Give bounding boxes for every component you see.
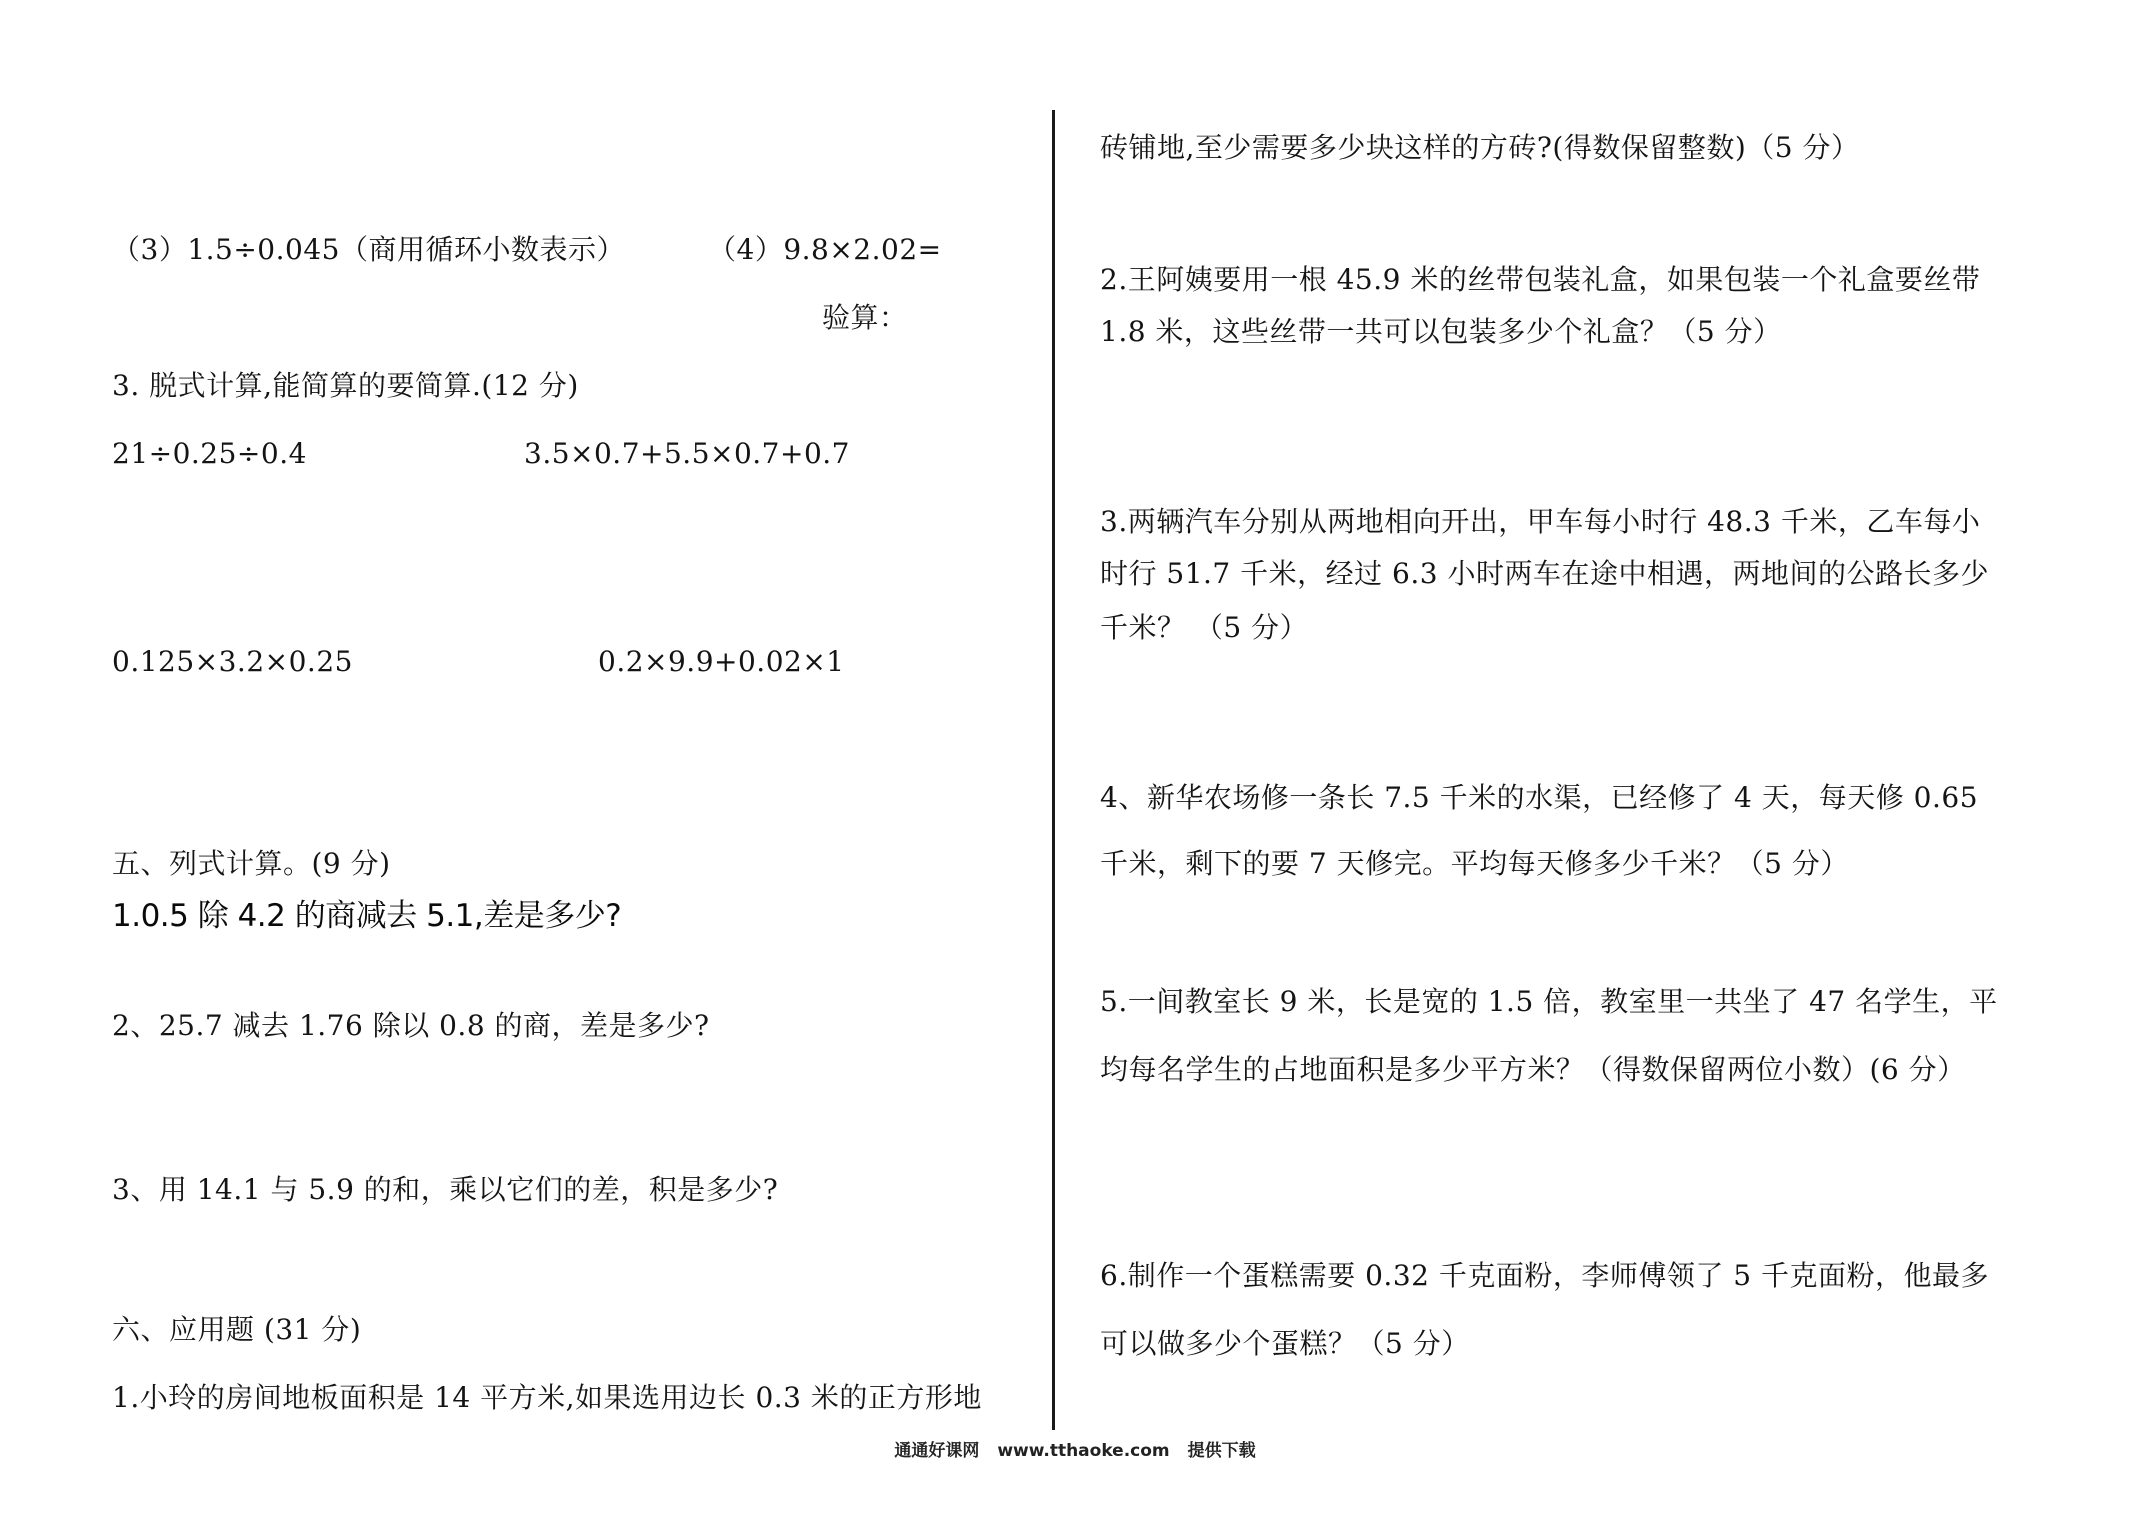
expr-1: 21÷0.25÷0.4 <box>112 437 307 470</box>
section6-question-3-line3: 千米？ （5 分） <box>1100 611 1309 644</box>
expr-3: 0.125×3.2×0.25 <box>112 645 353 678</box>
section6-question-4-line1: 4、新华农场修一条长 7.5 千米的水渠，已经修了 4 天，每天修 0.65 <box>1100 781 1979 814</box>
section6-question-3-line2: 时行 51.7 千米，经过 6.3 小时两车在途中相遇，两地间的公路长多少 <box>1100 557 1989 590</box>
section6-question-2-line2: 1.8 米，这些丝带一共可以包装多少个礼盒？（5 分） <box>1100 315 1782 348</box>
q3-item4-text: （4）9.8×2.02= <box>708 233 942 266</box>
section6-question-2-line1: 2.王阿姨要用一根 45.9 米的丝带包装礼盒，如果包装一个礼盒要丝带 <box>1100 263 1981 296</box>
section5-question-2: 2、25.7 减去 1.76 除以 0.8 的商，差是多少? <box>112 1009 710 1042</box>
section5-title: 五、列式计算。(9 分) <box>112 847 391 880</box>
section5-question-3: 3、用 14.1 与 5.9 的和，乘以它们的差，积是多少? <box>112 1173 779 1206</box>
section6-question-1-line1: 1.小玲的房间地板面积是 14 平方米,如果选用边长 0.3 米的正方形地 <box>112 1381 982 1414</box>
section6-title: 六、应用题 (31 分) <box>112 1313 362 1346</box>
section5-question-1: 1.0.5 除 4.2 的商减去 5.1,差是多少? <box>112 898 622 934</box>
section3-title: 3. 脱式计算,能简算的要简算.(12 分) <box>112 369 579 402</box>
section6-question-6-line1: 6.制作一个蛋糕需要 0.32 千克面粉，李师傅领了 5 千克面粉，他最多 <box>1100 1259 1989 1292</box>
section6-question-4-line2: 千米，剩下的要 7 天修完。平均每天修多少千米？（5 分） <box>1100 847 1849 880</box>
check-label: 验算： <box>822 301 908 334</box>
section6-question-6-line2: 可以做多少个蛋糕？（5 分） <box>1100 1327 1470 1360</box>
footer-site-url[interactable]: www.tthaoke.com <box>997 1441 1170 1461</box>
section6-question-3-line1: 3.两辆汽车分别从两地相向开出，甲车每小时行 48.3 千米，乙车每小 <box>1100 505 1981 538</box>
footer <box>0 1436 2150 1461</box>
footer-site-name: 通通好课网 <box>894 1441 980 1461</box>
section6-question-5-line2: 均每名学生的占地面积是多少平方米？（得数保留两位小数）(6 分） <box>1100 1053 1966 1086</box>
footer-provide-text: 提供下载 <box>1187 1441 1256 1461</box>
q3-item3-text: （3）1.5÷0.045（商用循环小数表示） <box>112 233 625 266</box>
expr-2: 3.5×0.7+5.5×0.7+0.7 <box>524 437 850 470</box>
section6-question-5-line1: 5.一间教室长 9 米，长是宽的 1.5 倍，教室里一共坐了 47 名学生，平 <box>1100 985 1998 1018</box>
column-divider <box>1052 110 1055 1430</box>
section6-question-1-line2: 砖铺地,至少需要多少块这样的方砖?(得数保留整数)（5 分） <box>1100 131 1860 164</box>
expr-4: 0.2×9.9+0.02×1 <box>598 645 845 678</box>
